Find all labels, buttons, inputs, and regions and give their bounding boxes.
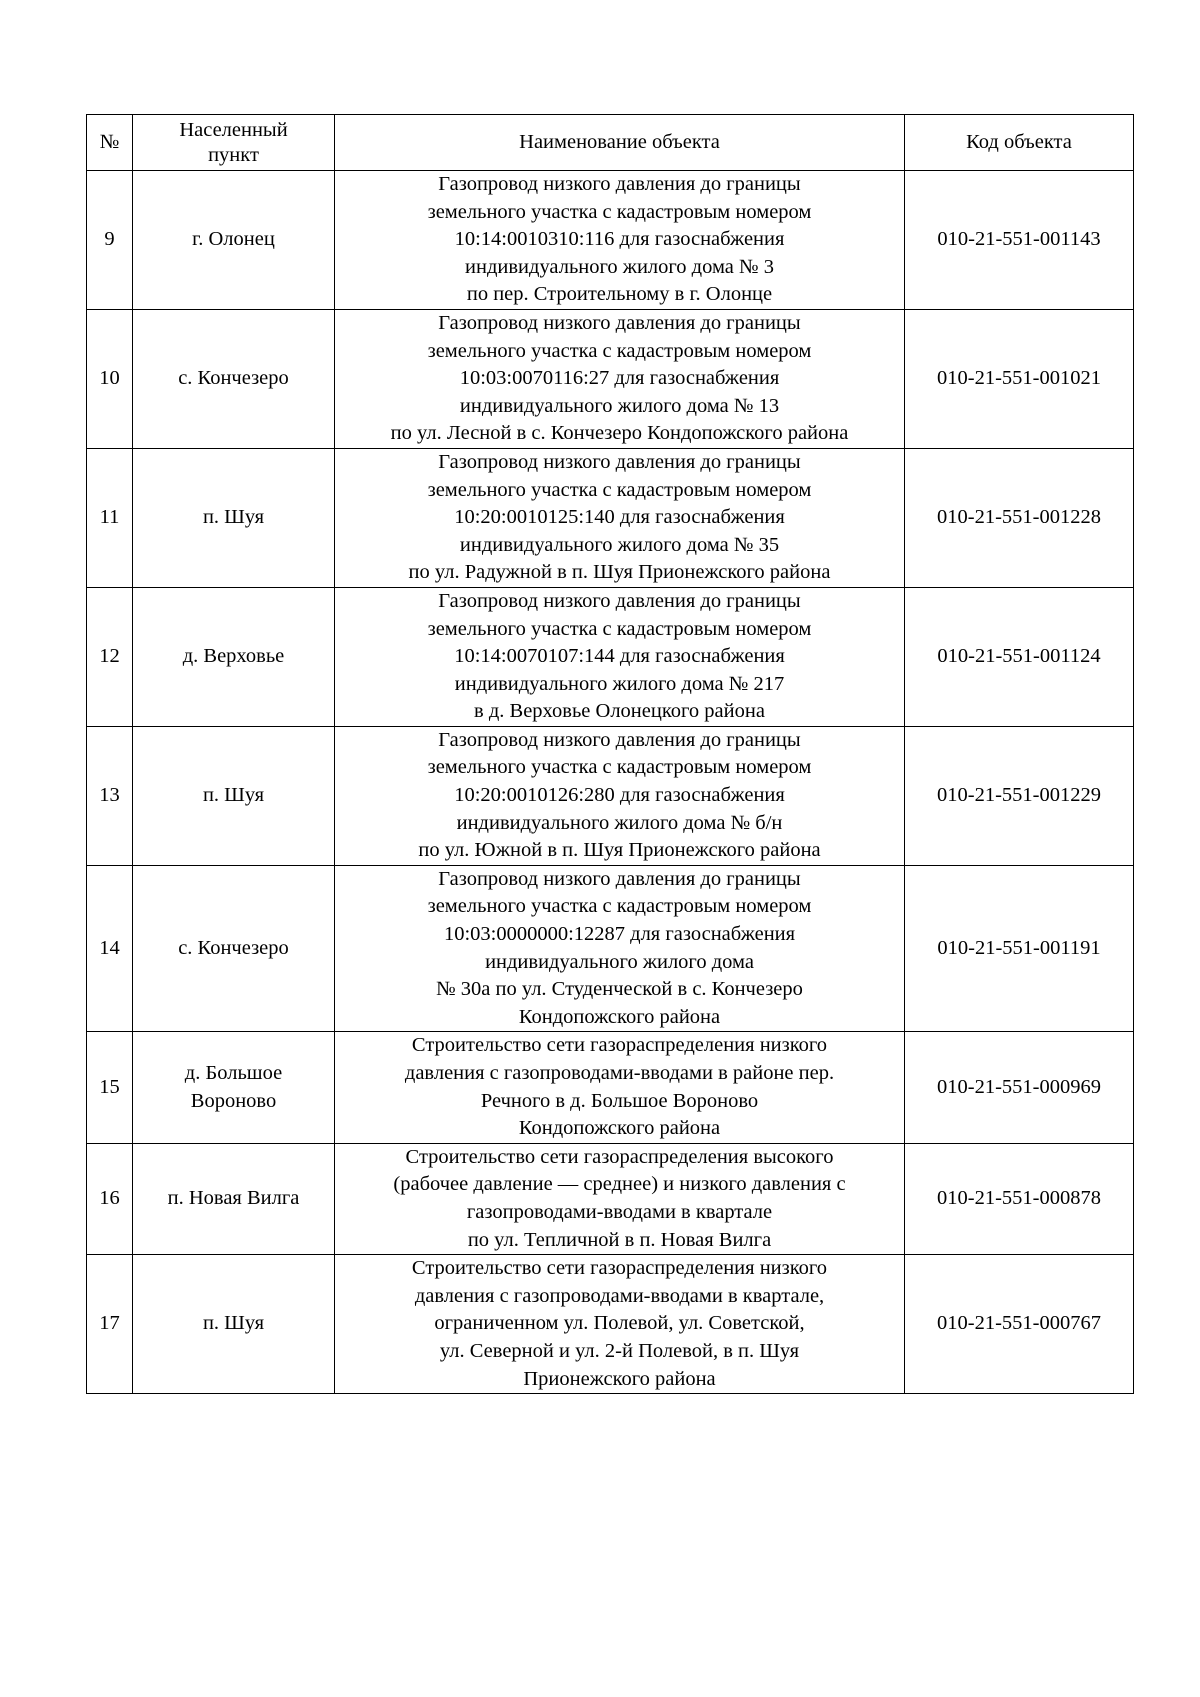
object-name-line: по ул. Южной в п. Шуя Прионежского района bbox=[418, 839, 821, 862]
object-name-line: по ул. Радужной в п. Шуя Прионежского района bbox=[408, 561, 831, 584]
object-name-line: 10:14:0070107:144 для газоснабжения bbox=[454, 645, 785, 668]
row-settlement bbox=[133, 309, 335, 448]
row-settlement bbox=[133, 448, 335, 587]
object-name-line: Строительство сети газораспределения низкого bbox=[411, 1034, 828, 1057]
objects-table bbox=[86, 114, 1134, 1394]
object-name-line: по пер. Строительному в г. Олонце bbox=[466, 283, 773, 306]
row-number: 14 bbox=[87, 865, 133, 1032]
object-name-line: в д. Верховье Олонецкого района bbox=[474, 700, 765, 723]
object-name-line: Газопровод низкого давления до границы bbox=[438, 450, 801, 473]
header-code: Код объекта bbox=[905, 115, 1134, 171]
settlement-line: п. Шуя bbox=[202, 506, 265, 529]
table-row bbox=[87, 726, 1134, 865]
object-name-line: индивидуального жилого дома № 3 bbox=[465, 255, 774, 278]
row-object-code: 010-21-551-001124 bbox=[905, 587, 1134, 726]
object-name-line: 10:14:0010310:116 для газоснабжения bbox=[454, 228, 785, 251]
object-name-line: ограниченном ул. Полевой, ул. Советской, bbox=[434, 1312, 805, 1335]
row-object-name bbox=[335, 1255, 905, 1394]
header-place-line: Населенный bbox=[179, 118, 288, 141]
row-object-code: 010-21-551-001228 bbox=[905, 448, 1134, 587]
table-row bbox=[87, 1255, 1134, 1394]
row-settlement bbox=[133, 1143, 335, 1254]
object-name-line: 10:20:0010125:140 для газоснабжения bbox=[454, 506, 785, 529]
object-name-line: Газопровод низкого давления до границы bbox=[438, 867, 801, 890]
object-name-line: земельного участка с кадастровым номером bbox=[427, 895, 812, 918]
row-object-name bbox=[335, 726, 905, 865]
object-name-line: земельного участка с кадастровым номером bbox=[427, 339, 812, 362]
row-number: 9 bbox=[87, 171, 133, 310]
header-place bbox=[133, 115, 335, 171]
object-name-line: Прионежского района bbox=[523, 1367, 716, 1390]
settlement-line: п. Шуя bbox=[202, 1312, 265, 1335]
row-object-name bbox=[335, 1143, 905, 1254]
object-name-line: Кондопожского района bbox=[518, 1005, 721, 1028]
object-name-line: индивидуального жилого дома № 217 bbox=[454, 672, 785, 695]
row-object-name bbox=[335, 865, 905, 1032]
row-number: 11 bbox=[87, 448, 133, 587]
row-settlement bbox=[133, 171, 335, 310]
object-name-line: индивидуального жилого дома bbox=[485, 950, 754, 973]
object-name-line: по ул. Тепличной в п. Новая Вилга bbox=[467, 1228, 772, 1251]
object-name-line: 10:03:0000000:12287 для газоснабжения bbox=[443, 923, 796, 946]
table-body bbox=[87, 171, 1134, 1394]
row-object-name bbox=[335, 171, 905, 310]
object-name-line: № 30а по ул. Студенческой в с. Кончезеро bbox=[436, 978, 803, 1001]
row-number: 15 bbox=[87, 1032, 133, 1143]
object-name-line: 10:20:0010126:280 для газоснабжения bbox=[454, 784, 785, 807]
object-name-line: земельного участка с кадастровым номером bbox=[427, 617, 812, 640]
table-header bbox=[87, 115, 1134, 171]
settlement-line: п. Шуя bbox=[202, 784, 265, 807]
object-name-line: Кондопожского района bbox=[518, 1117, 721, 1140]
row-object-code: 010-21-551-001143 bbox=[905, 171, 1134, 310]
row-object-name bbox=[335, 448, 905, 587]
object-name-line: индивидуального жилого дома № 35 bbox=[459, 533, 780, 556]
table-row bbox=[87, 865, 1134, 1032]
row-object-code: 010-21-551-000767 bbox=[905, 1255, 1134, 1394]
object-name-line: 10:03:0070116:27 для газоснабжения bbox=[459, 367, 780, 390]
header-place-line: пункт bbox=[208, 143, 259, 166]
object-name-line: по ул. Лесной в с. Кончезеро Кондопожского района bbox=[390, 422, 849, 445]
object-name-line: индивидуального жилого дома № 13 bbox=[459, 394, 780, 417]
table-row bbox=[87, 1032, 1134, 1143]
row-number: 17 bbox=[87, 1255, 133, 1394]
table-row bbox=[87, 448, 1134, 587]
row-object-code: 010-21-551-000969 bbox=[905, 1032, 1134, 1143]
object-name-line: земельного участка с кадастровым номером bbox=[427, 200, 812, 223]
row-object-code: 010-21-551-001191 bbox=[905, 865, 1134, 1032]
row-settlement bbox=[133, 1032, 335, 1143]
table-row bbox=[87, 587, 1134, 726]
row-object-name bbox=[335, 1032, 905, 1143]
row-number: 13 bbox=[87, 726, 133, 865]
object-name-line: Газопровод низкого давления до границы bbox=[438, 173, 801, 195]
settlement-line: д. Большое bbox=[184, 1062, 283, 1084]
object-name-line: Строительство сети газораспределения высокого bbox=[405, 1145, 834, 1168]
object-name-line: земельного участка с кадастровым номером bbox=[427, 478, 812, 501]
row-object-code: 010-21-551-001229 bbox=[905, 726, 1134, 865]
object-name-line: Строительство сети газораспределения низкого bbox=[411, 1257, 828, 1280]
header-row bbox=[87, 115, 1134, 171]
object-name-line: давления с газопроводами-вводами в районе пер. bbox=[404, 1062, 835, 1084]
object-name-line: индивидуального жилого дома № б/н bbox=[456, 811, 783, 834]
row-number: 10 bbox=[87, 309, 133, 448]
row-object-name bbox=[335, 309, 905, 448]
object-name-line: (рабочее давление — среднее) и низкого давления с bbox=[393, 1173, 846, 1196]
settlement-line: г. Олонец bbox=[192, 228, 275, 251]
object-name-line: ул. Северной и ул. 2-й Полевой, в п. Шуя bbox=[439, 1339, 800, 1362]
table-row bbox=[87, 309, 1134, 448]
row-object-code: 010-21-551-000878 bbox=[905, 1143, 1134, 1254]
table-row bbox=[87, 171, 1134, 310]
row-object-name bbox=[335, 587, 905, 726]
row-settlement bbox=[133, 587, 335, 726]
row-number: 12 bbox=[87, 587, 133, 726]
object-name-line: Газопровод низкого давления до границы bbox=[438, 728, 801, 751]
table-row bbox=[87, 1143, 1134, 1254]
object-name-line: Речного в д. Большое Вороново bbox=[480, 1089, 759, 1112]
object-name-line: газопроводами-вводами в квартале bbox=[466, 1200, 773, 1223]
settlement-line: д. Верховье bbox=[182, 645, 285, 668]
object-name-line: Газопровод низкого давления до границы bbox=[438, 589, 801, 612]
object-name-line: земельного участка с кадастровым номером bbox=[427, 756, 812, 779]
settlement-line: Вороново bbox=[190, 1089, 277, 1112]
object-name-line: Газопровод низкого давления до границы bbox=[438, 311, 801, 334]
header-name: Наименование объекта bbox=[335, 115, 905, 171]
settlement-line: с. Кончезеро bbox=[178, 936, 289, 959]
row-settlement bbox=[133, 726, 335, 865]
row-settlement bbox=[133, 865, 335, 1032]
row-settlement bbox=[133, 1255, 335, 1394]
settlement-line: п. Новая Вилга bbox=[167, 1187, 300, 1210]
header-num: № bbox=[87, 115, 133, 171]
settlement-line: с. Кончезеро bbox=[178, 367, 289, 390]
row-number: 16 bbox=[87, 1143, 133, 1254]
row-object-code: 010-21-551-001021 bbox=[905, 309, 1134, 448]
object-name-line: давления с газопроводами-вводами в квартале, bbox=[414, 1284, 825, 1307]
